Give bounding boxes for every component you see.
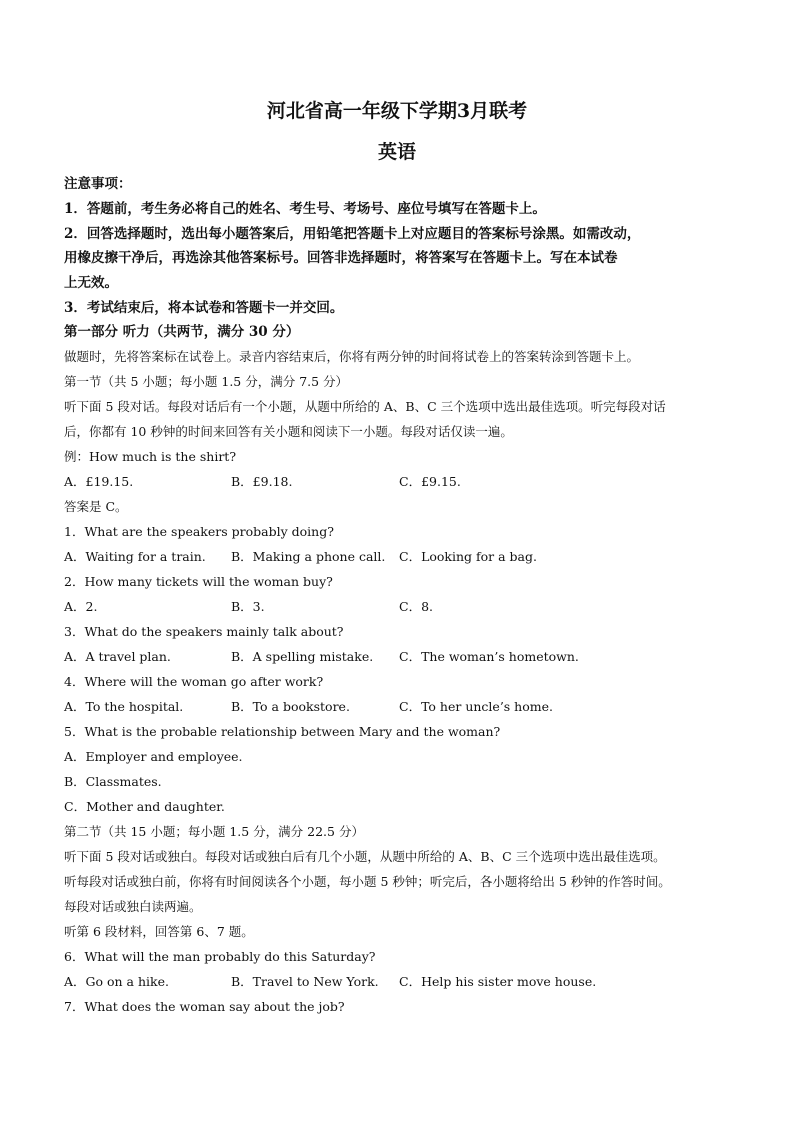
exam-title: 河北省高一年级下学期3月联考 (266, 100, 528, 122)
example-option-c: C．£9.15. (399, 474, 461, 489)
example-option-b: B．£9.18. (231, 474, 293, 489)
question-1: 1．What are the speakers probably doing? (64, 524, 334, 539)
question-6-option-c: C．Help his sister move house. (399, 974, 597, 989)
question-3: 3．What do the speakers mainly talk about? (64, 624, 344, 639)
question-4: 4．Where will the woman go after work? (64, 674, 324, 689)
question-1-option-b: B．Making a phone call. (231, 549, 386, 564)
question-5-option-b: B．Classmates. (64, 774, 162, 789)
notice-item-1: 1．答题前，考生务必将自己的姓名、考生号、考场号、座位号填写在答题卡上。 (64, 201, 546, 217)
notice-item-3: 3．考试结束后，将本试卷和答题卡一并交回。 (64, 300, 344, 316)
question-4-option-a: A．To the hospital. (64, 699, 184, 714)
material-6-label: 听第 6 段材料，回答第 6、7 题。 (64, 924, 254, 939)
question-3-option-b: B．A spelling mistake. (231, 649, 374, 664)
notice-item-2c: 上无效。 (64, 275, 118, 291)
question-2-option-b: B．3. (231, 599, 265, 614)
section2-instructions-b: 听每段对话或独白前，你将有时间阅读各个小题，每小题 5 秒钟；听完后，各小题将给出 5 秒钟的作答时间。 (64, 874, 671, 889)
question-4-option-b: B．To a bookstore. (231, 699, 350, 714)
example-option-a: A．£19.15. (64, 474, 134, 489)
section1-instructions-a: 听下面 5 段对话。每段对话后有一个小题，从题中所给的 A、B、C 三个选项中选出最佳选项。听完每段对话 (64, 399, 666, 414)
question-6-option-a: A．Go on a hike. (64, 974, 169, 989)
question-7: 7．What does the woman say about the job? (64, 999, 345, 1014)
notice-item-2a: 2．回答选择题时，选出每小题答案后，用铅笔把答题卡上对应题目的答案标号涂黑。如需改动， (64, 226, 641, 242)
section1-heading: 第一节（共 5 小题；每小题 1.5 分，满分 7.5 分） (64, 374, 349, 389)
section1-instructions-b: 后，你都有 10 秒钟的时间来回答有关小题和阅读下一小题。每段对话仅读一遍。 (64, 424, 513, 439)
notice-heading: 注意事项： (64, 176, 132, 192)
question-5: 5．What is the probable relationship between Mary and the woman? (64, 724, 501, 739)
example-answer: 答案是 C。 (64, 499, 128, 514)
question-6: 6．What will the man probably do this Saturday? (64, 949, 376, 964)
example-question: 例：How much is the shirt? (64, 449, 237, 464)
question-3-option-c: C．The woman’s hometown. (399, 649, 579, 664)
part1-intro: 做题时，先将答案标在试卷上。录音内容结束后，你将有两分钟的时间将试卷上的答案转涂到答题卡上。 (64, 349, 640, 364)
question-1-option-a: A．Waiting for a train. (64, 549, 206, 564)
question-2: 2．How many tickets will the woman buy? (64, 574, 333, 589)
question-5-option-a: A．Employer and employee. (64, 749, 243, 764)
notice-item-2b: 用橡皮擦干净后，再选涂其他答案标号。回答非选择题时，将答案写在答题卡上。写在本试卷 (64, 250, 618, 266)
part1-heading: 第一部分 听力（共两节，满分 30 分） (64, 324, 300, 340)
section2-heading: 第二节（共 15 小题；每小题 1.5 分，满分 22.5 分） (64, 824, 364, 839)
question-6-option-b: B．Travel to New York. (231, 974, 379, 989)
section2-instructions-a: 听下面 5 段对话或独白。每段对话或独白后有几个小题，从题中所给的 A、B、C 三个选项中选出最佳选项。 (64, 849, 666, 864)
section2-instructions-c: 每段对话或独白读两遍。 (64, 899, 202, 914)
question-1-option-c: C．Looking for a bag. (399, 549, 537, 564)
subject-title: 英语 (377, 141, 416, 163)
question-5-option-c: C．Mother and daughter. (64, 799, 225, 814)
question-3-option-a: A．A travel plan. (64, 649, 171, 664)
question-2-option-c: C．8. (399, 599, 433, 614)
question-4-option-c: C．To her uncle’s home. (399, 699, 553, 714)
question-2-option-a: A．2. (64, 599, 98, 614)
